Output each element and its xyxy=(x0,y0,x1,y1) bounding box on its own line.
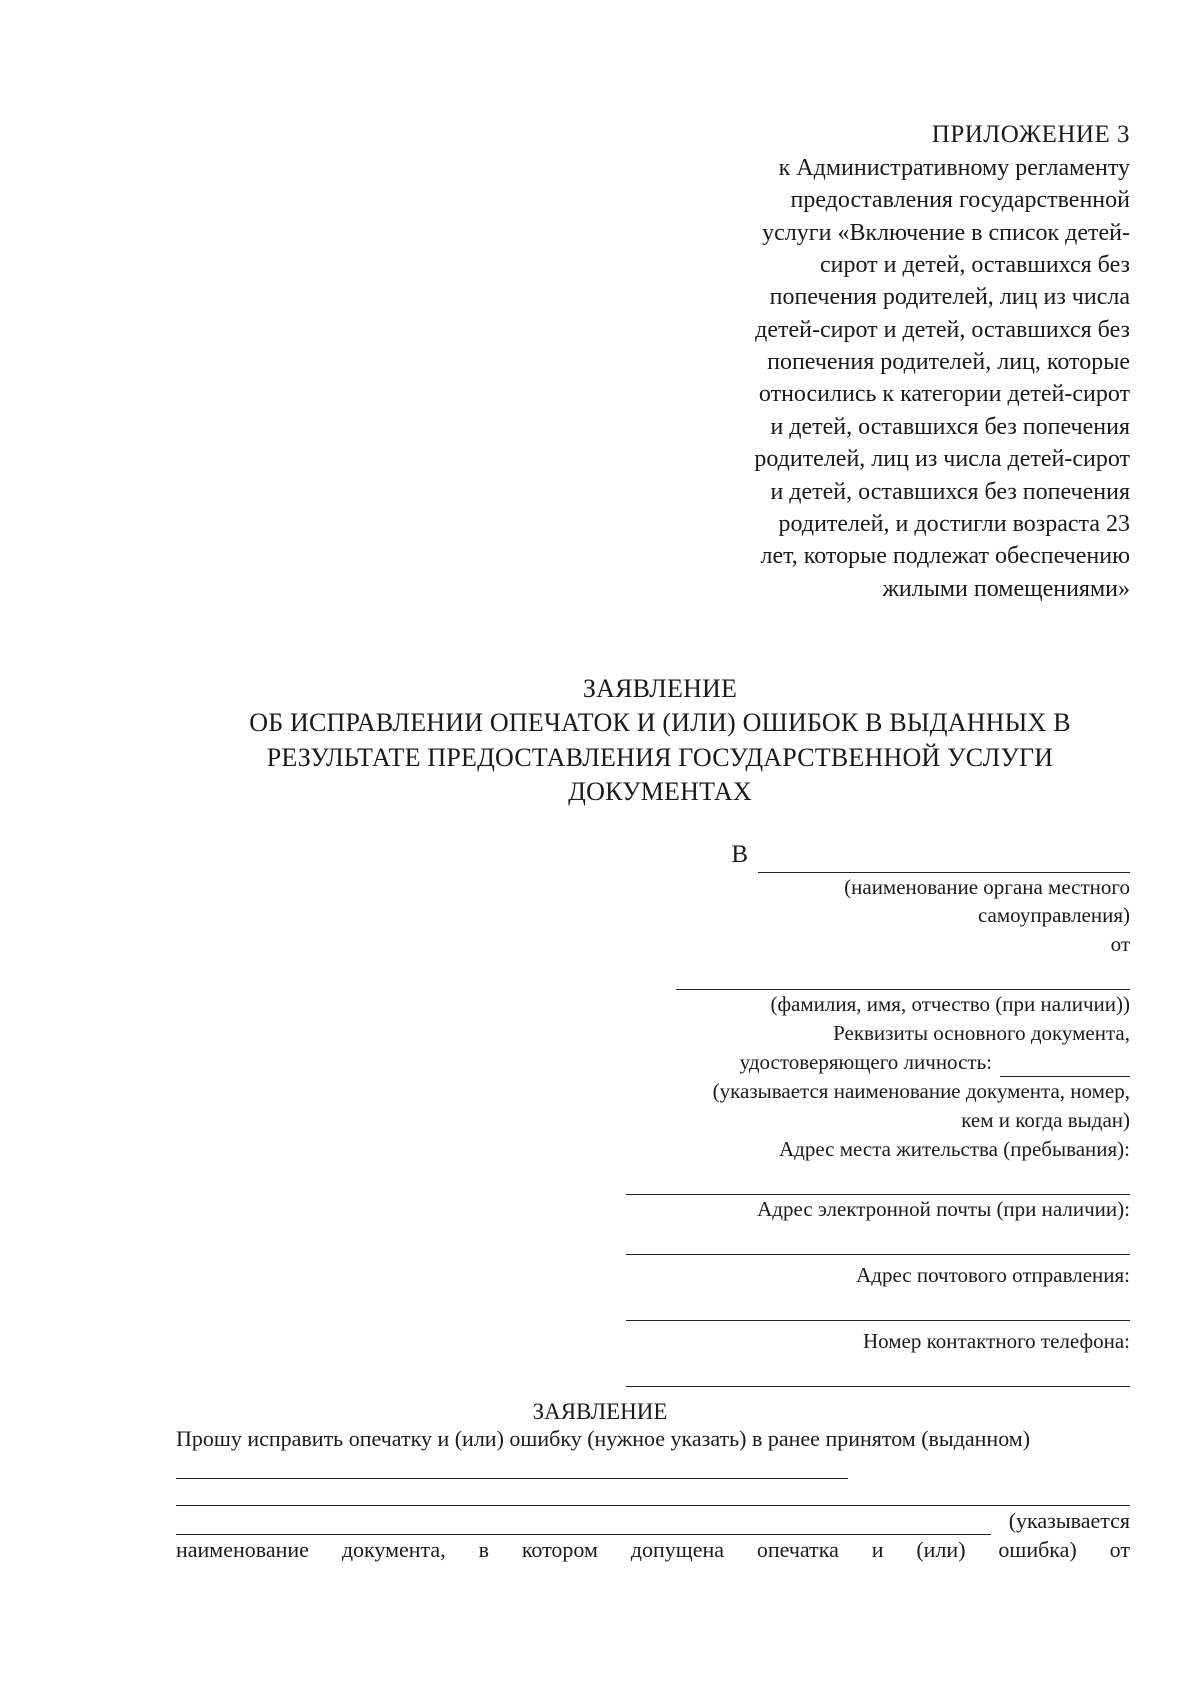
appendix-line: жилыми помещениями» xyxy=(882,575,1130,602)
id-doc-caption: кем и когда выдан) xyxy=(961,1108,1130,1133)
hint-line xyxy=(176,1537,1130,1563)
document-name-field[interactable] xyxy=(176,1458,848,1479)
document-name-field[interactable] xyxy=(176,1516,991,1535)
hint-word: опечатка xyxy=(756,1536,839,1562)
appendix-block xyxy=(660,118,1130,605)
org-caption: (наименование органа местного xyxy=(844,874,1130,899)
id-doc-row xyxy=(570,1048,1130,1077)
appendix-line: относились к категории детей-сирот xyxy=(758,381,1130,408)
document-name-field[interactable] xyxy=(176,1485,1130,1506)
hint-word: от xyxy=(1109,1536,1130,1562)
appendix-line: сирот и детей, оставшихся без xyxy=(819,251,1130,278)
hint-word: документа, xyxy=(341,1536,446,1562)
id-doc-caption: (указывается наименование документа, номер, xyxy=(712,1079,1130,1104)
appendix-line: попечения родителей, лиц из числа xyxy=(769,284,1130,311)
hint-tail: (указывается xyxy=(1008,1508,1130,1534)
id-doc-label: Реквизиты основного документа, xyxy=(833,1021,1130,1046)
id-doc-field[interactable] xyxy=(1000,1054,1130,1077)
appendix-heading: ПРИЛОЖЕНИЕ 3 xyxy=(931,121,1130,148)
phone-field[interactable] xyxy=(626,1356,1130,1387)
addressee-block xyxy=(570,838,1130,1387)
appendix-line: попечения родителей, лиц, которые xyxy=(767,349,1130,376)
hint-word: котором xyxy=(521,1536,598,1562)
statement-request: Прошу исправить опечатку и (или) ошибку (нужное указать) в ранее принятом (выданном) xyxy=(176,1426,1031,1451)
email-field[interactable] xyxy=(626,1224,1130,1255)
name-caption: (фамилия, имя, отчество (при наличии)) xyxy=(770,992,1130,1017)
to-prefix: В xyxy=(731,841,748,868)
document-title xyxy=(170,672,1150,809)
email-label: Адрес электронной почты (при наличии): xyxy=(757,1197,1130,1222)
appendix-line: родителей, лиц из числа детей-сирот xyxy=(754,446,1130,473)
hint-word: допущена xyxy=(630,1536,724,1562)
residence-field[interactable] xyxy=(626,1164,1130,1195)
hint-word: ошибка) xyxy=(998,1536,1077,1562)
appendix-line: услуги «Включение в список детей- xyxy=(762,219,1130,246)
hint-word: (или) xyxy=(916,1536,966,1562)
title-line: ЗАЯВЛЕНИЕ xyxy=(582,674,738,703)
postal-address-field[interactable] xyxy=(626,1290,1130,1321)
title-line: ОБ ИСПРАВЛЕНИИ ОПЕЧАТОК И (ИЛИ) ОШИБОК В ВЫДАННЫХ В xyxy=(249,708,1071,738)
statement-body xyxy=(176,1426,1130,1563)
to-row xyxy=(570,838,1130,873)
hint-row xyxy=(176,1508,1130,1534)
residence-label: Адрес места жительства (пребывания): xyxy=(778,1137,1130,1162)
org-name-field[interactable] xyxy=(758,846,1130,873)
postal-label: Адрес почтового отправления: xyxy=(856,1263,1130,1288)
phone-label: Номер контактного телефона: xyxy=(863,1329,1130,1354)
hint-word: наименование xyxy=(176,1536,309,1562)
appendix-line: и детей, оставшихся без попечения xyxy=(770,413,1130,440)
title-line: ДОКУМЕНТАХ xyxy=(568,776,752,806)
appendix-line: и детей, оставшихся без попечения xyxy=(770,478,1130,505)
hint-word: и xyxy=(871,1536,884,1562)
title-line: РЕЗУЛЬТАТЕ ПРЕДОСТАВЛЕНИЯ ГОСУДАРСТВЕННОЙ УСЛУГИ xyxy=(266,742,1054,772)
appendix-line: предоставления государственной xyxy=(790,187,1130,214)
from-label: от xyxy=(1110,932,1130,957)
appendix-line: лет, которые подлежат обеспечению xyxy=(760,543,1130,570)
statement-title: ЗАЯВЛЕНИЕ xyxy=(532,1399,668,1424)
id-doc-label: удостоверяющего личность: xyxy=(739,1050,992,1075)
appendix-line: родителей, и достигли возраста 23 xyxy=(778,511,1130,538)
org-caption: самоуправления) xyxy=(977,903,1130,928)
hint-word: в xyxy=(478,1536,489,1562)
appendix-line: детей-сирот и детей, оставшихся без xyxy=(755,316,1130,343)
applicant-name-field[interactable] xyxy=(676,959,1130,990)
appendix-line: к Административному регламенту xyxy=(778,154,1130,181)
